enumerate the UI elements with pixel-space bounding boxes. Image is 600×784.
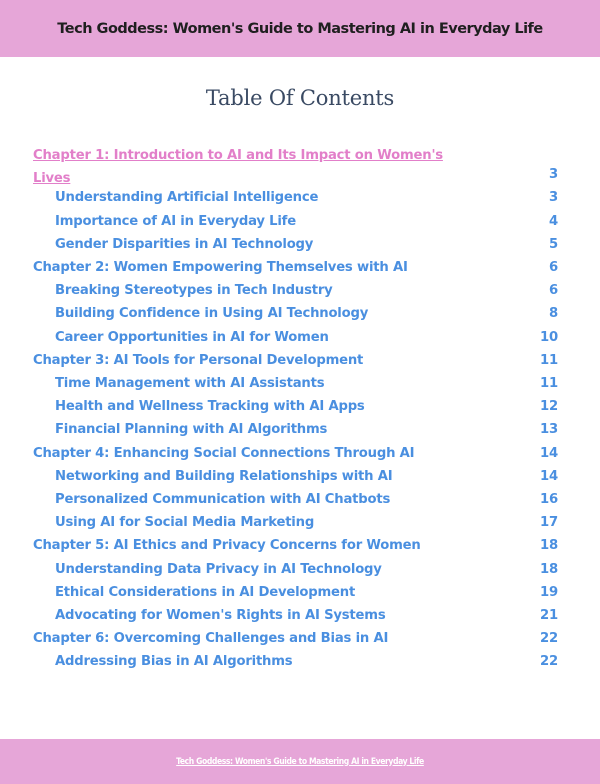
toc-section-entry[interactable]: [0, 608, 600, 631]
toc-section-entry[interactable]: [0, 515, 600, 538]
toc-entry-title[interactable]: Advocating for Women's Rights in AI Systems: [55, 608, 386, 623]
toc-entry-title[interactable]: Networking and Building Relationships with AI: [55, 468, 393, 484]
toc-entry-page-number[interactable]: 3: [549, 167, 558, 182]
header-title: Tech Goddess: Women's Guide to Mastering AI in Everyday Life: [57, 20, 543, 37]
page-footer-band: [0, 739, 600, 784]
toc-entry-page-number[interactable]: 22: [540, 654, 558, 670]
toc-entry-page-number[interactable]: 6: [549, 283, 558, 299]
toc-entry-title[interactable]: Chapter 5: AI Ethics and Privacy Concerns for Women: [33, 538, 421, 554]
toc-section-entry[interactable]: [0, 330, 600, 353]
toc-entry-title[interactable]: Personalized Communication with AI Chatbots: [55, 492, 391, 507]
toc-entry-page-number[interactable]: 18: [540, 538, 558, 554]
toc-entry-title[interactable]: Health and Wellness Tracking with AI Apps: [55, 399, 365, 415]
toc-entry-title[interactable]: Chapter 4: Enhancing Social Connections Through AI: [33, 445, 415, 461]
toc-entry-page-number[interactable]: 21: [540, 608, 558, 623]
toc-entry-title[interactable]: Importance of AI in Everyday Life: [55, 213, 296, 229]
toc-chapter-entry[interactable]: [0, 538, 600, 561]
toc-entry-title[interactable]: Addressing Bias in AI Algorithms: [55, 654, 293, 670]
toc-chapter-entry[interactable]: [0, 446, 600, 469]
toc-section-entry[interactable]: [0, 306, 600, 329]
toc-section-entry[interactable]: [0, 190, 600, 213]
toc-entry-page-number[interactable]: 14: [540, 445, 558, 461]
toc-entry-page-number[interactable]: 16: [540, 492, 558, 507]
toc-entry-page-number[interactable]: 6: [549, 260, 558, 275]
toc-entry-page-number[interactable]: 5: [549, 236, 558, 252]
toc-entry-title[interactable]: Chapter 2: Women Empowering Themselves with AI: [33, 260, 408, 275]
toc-entry-title[interactable]: Gender Disparities in AI Technology: [55, 236, 314, 252]
toc-entry-title[interactable]: Chapter 3: AI Tools for Personal Development: [33, 352, 364, 368]
toc-section-entry[interactable]: [0, 237, 600, 260]
toc-entry-title[interactable]: Chapter 6: Overcoming Challenges and Bias in AI: [33, 631, 389, 647]
toc-entry-page-number[interactable]: 19: [540, 584, 558, 600]
toc-section-entry[interactable]: [0, 562, 600, 585]
footer-title[interactable]: Tech Goddess: Women's Guide to Mastering AI in Everyday Life: [176, 756, 424, 767]
toc-entry-title[interactable]: Understanding Data Privacy in AI Technology: [55, 561, 382, 577]
toc-entry-title[interactable]: Understanding Artificial Intelligence: [55, 190, 319, 206]
toc-entry-page-number[interactable]: 11: [540, 352, 558, 368]
toc-entry-page-number[interactable]: 4: [549, 213, 558, 229]
toc-entry-title[interactable]: Time Management with AI Assistants: [55, 376, 325, 391]
toc-section-entry[interactable]: [0, 376, 600, 399]
toc-section-entry[interactable]: [0, 492, 600, 515]
toc-entry-page-number[interactable]: 18: [540, 561, 558, 577]
toc-entry-page-number[interactable]: 13: [540, 422, 558, 438]
toc-chapter-entry[interactable]: [0, 353, 600, 376]
toc-entry-title[interactable]: Building Confidence in Using AI Technology: [55, 306, 369, 322]
toc-entry-title[interactable]: Chapter 1: Introduction to AI and Its Impact on Women's Lives: [33, 148, 443, 186]
toc-section-entry[interactable]: [0, 585, 600, 608]
toc-entry-title[interactable]: Breaking Stereotypes in Tech Industry: [55, 283, 333, 299]
toc-entry-page-number[interactable]: 11: [540, 376, 558, 391]
toc-entry-page-number[interactable]: 8: [549, 306, 558, 322]
toc-entry-page-number[interactable]: 10: [540, 329, 558, 345]
toc-entry-page-number[interactable]: 17: [540, 515, 558, 531]
toc-section-entry[interactable]: [0, 399, 600, 422]
toc-section-entry[interactable]: [0, 469, 600, 492]
toc-section-entry[interactable]: [0, 422, 600, 445]
toc-entry-page-number[interactable]: 22: [540, 631, 558, 647]
toc-entry-title[interactable]: Using AI for Social Media Marketing: [55, 515, 315, 531]
toc-entry-page-number[interactable]: 3: [549, 190, 558, 206]
toc-heading: Table Of Contents: [205, 86, 395, 110]
toc-chapter-entry[interactable]: [0, 144, 600, 190]
toc-entry-title[interactable]: Financial Planning with AI Algorithms: [55, 422, 328, 438]
toc-entry-page-number[interactable]: 14: [540, 468, 558, 484]
toc-section-entry[interactable]: [0, 654, 600, 677]
toc-chapter-entry[interactable]: [0, 631, 600, 654]
toc-entry-page-number[interactable]: 12: [540, 399, 558, 415]
toc-entry-title[interactable]: Career Opportunities in AI for Women: [55, 329, 329, 345]
page-header-band: [0, 0, 600, 57]
toc-section-entry[interactable]: [0, 214, 600, 237]
toc-section-entry[interactable]: [0, 283, 600, 306]
toc-chapter-entry[interactable]: [0, 260, 600, 283]
toc-entry-title[interactable]: Ethical Considerations in AI Development: [55, 584, 356, 600]
